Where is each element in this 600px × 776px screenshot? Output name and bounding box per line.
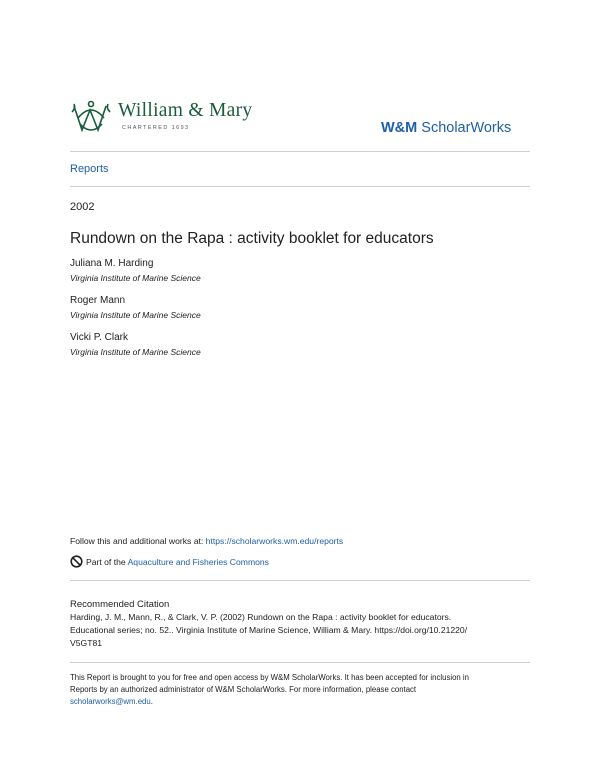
divider [70,151,530,152]
contact-email-link[interactable]: scholarworks@wm.edu [70,697,151,706]
reports-url-link[interactable]: https://scholarworks.wm.edu/reports [205,536,344,546]
series-link[interactable]: Reports [70,163,109,175]
divider [70,662,530,663]
repository-prefix: W&M [381,120,418,136]
author-name: Roger Mann [70,295,126,306]
logo-name: William & Mary [118,100,253,121]
footer-line: This Report is brought to you for free and open access by W&M ScholarWorks. It has been accepted for inclusion in [70,673,469,682]
author-affiliation: Virginia Institute of Marine Science [70,347,201,357]
part-of-line [70,555,269,568]
footer-email-line [70,697,153,706]
open-access-icon [70,555,83,568]
author-name: Vicki P. Clark [70,332,128,343]
author-affiliation: Virginia Institute of Marine Science [70,273,201,283]
cipher-logo-icon [70,98,112,138]
follow-line [70,536,343,546]
repository-suffix: ScholarWorks [421,120,512,136]
part-of-prefix: Part of the [86,557,128,567]
document-title: Rundown on the Rapa : activity booklet for educators [70,230,434,247]
scholarworks-link[interactable] [381,120,511,136]
logo-subtitle: CHARTERED 1693 [122,125,190,131]
commons-link[interactable]: Aquaculture and Fisheries Commons [127,557,269,567]
citation-line: Educational series; no. 52.. Virginia Institute of Marine Science, William & Mary. https://doi.org/10.21220/ [70,625,468,635]
citation-heading: Recommended Citation [70,599,170,610]
divider [70,580,530,581]
follow-prefix: Follow this and additional works at: [70,536,206,546]
author-name: Juliana M. Harding [70,258,154,269]
divider [70,186,530,187]
publication-year: 2002 [70,201,95,213]
footer-line: Reports by an authorized administrator of W&M ScholarWorks. For more information, please contact [70,685,417,694]
author-affiliation: Virginia Institute of Marine Science [70,310,201,320]
citation-line: Harding, J. M., Mann, R., & Clark, V. P. (2002) Rundown on the Rapa : activity booklet for educators. [70,612,452,622]
wm-logo [70,98,285,138]
citation-line: V5GT81 [70,638,103,648]
email-suffix: . [150,697,153,706]
